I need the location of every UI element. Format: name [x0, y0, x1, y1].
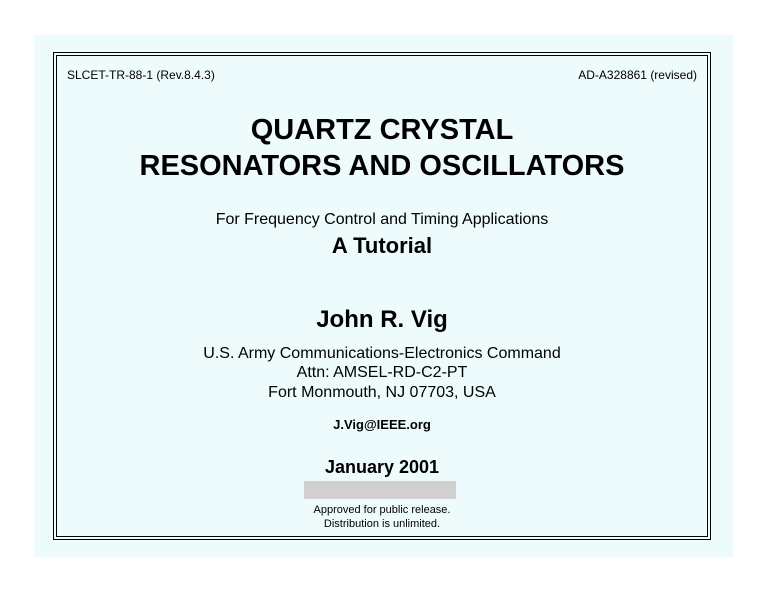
author-name: John R. Vig	[316, 306, 448, 333]
release-statement-line-1: Approved for public release.	[313, 504, 451, 516]
redaction-bar	[304, 481, 456, 499]
ad-number: AD-A328861 (revised)	[578, 68, 697, 82]
tutorial-heading: A Tutorial	[331, 233, 433, 258]
organization-line-1: U.S. Army Communications-Electronics Command	[203, 345, 561, 362]
title-line-1: QUARTZ CRYSTAL	[250, 114, 514, 146]
organization-line-3: Fort Monmouth, NJ 07703, USA	[268, 384, 496, 401]
title-page-frame	[56, 55, 708, 537]
release-statement-line-2: Distribution is unlimited.	[323, 518, 441, 530]
organization-line-2: Attn: AMSEL-RD-C2-PT	[296, 364, 468, 381]
author-email: J.Vig@IEEE.org	[333, 417, 431, 432]
publication-date: January 2001	[324, 457, 440, 477]
subtitle: For Frequency Control and Timing Applications	[215, 211, 549, 228]
report-id: SLCET-TR-88-1 (Rev.8.4.3)	[67, 68, 215, 82]
title-line-2: RESONATORS AND OSCILLATORS	[139, 150, 625, 182]
